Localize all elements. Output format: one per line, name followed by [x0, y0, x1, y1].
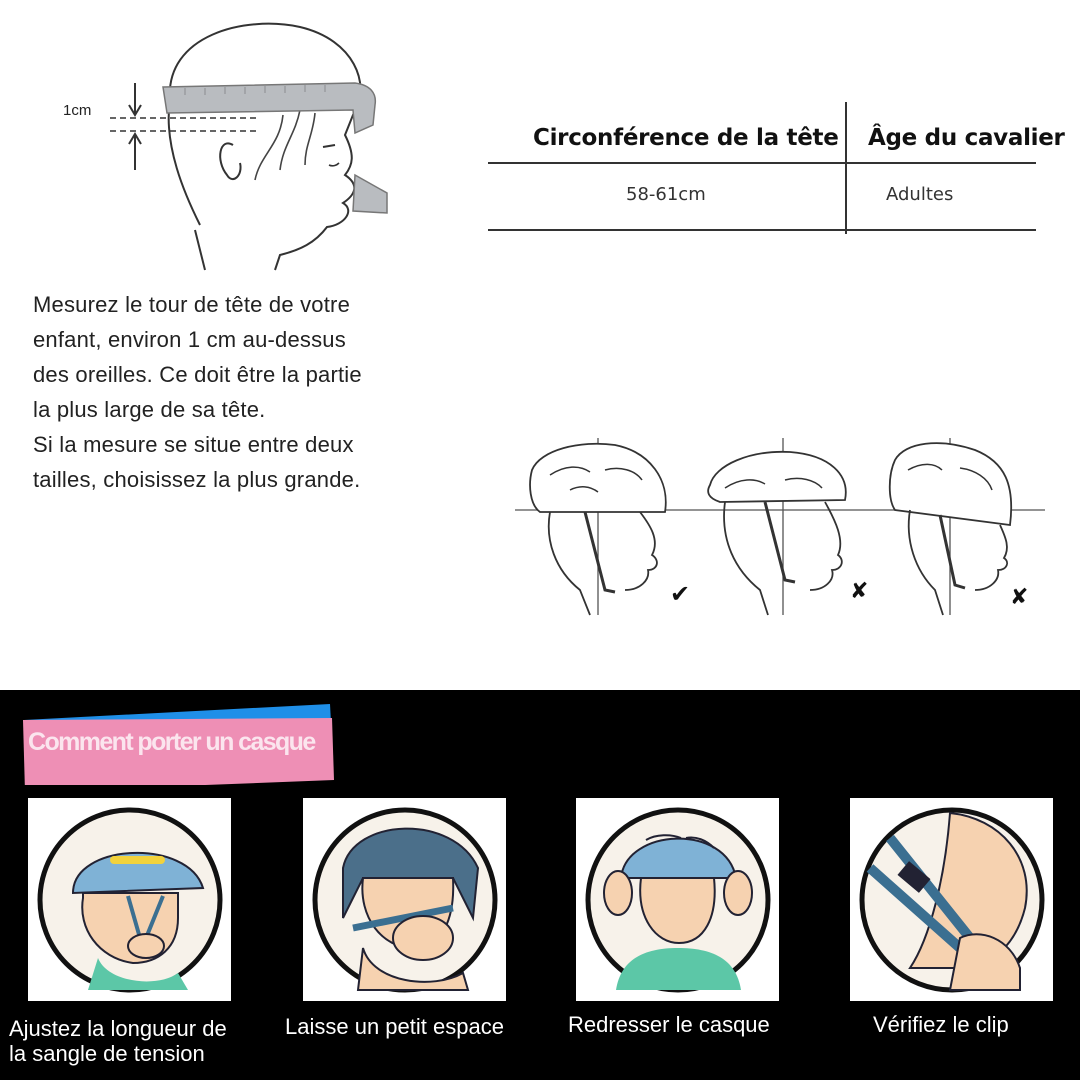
fit-mark-wrong: ✘ — [850, 579, 869, 604]
how-to-section — [0, 690, 1080, 1080]
table-header-rule — [488, 162, 1036, 164]
fit-correct-head — [530, 438, 666, 615]
measure-instructions — [33, 287, 373, 497]
straighten-helmet-icon — [576, 798, 779, 1001]
fit-tilted-head — [890, 438, 1011, 615]
caption-line: la sangle de tension — [9, 1041, 205, 1066]
helmet-fit-illustration — [510, 430, 1060, 630]
step-card-adjust-strap — [28, 798, 231, 1001]
header-circumference: Circonférence de la tête — [533, 125, 839, 151]
cell-circumference: 58-61cm — [626, 184, 706, 205]
step-caption-straighten-helmet: Redresser le casque — [568, 1012, 770, 1037]
section-title: Comment porter un casque — [28, 728, 315, 756]
step-caption-check-clip: Vérifiez le clip — [873, 1012, 1009, 1037]
fit-too-high-head — [708, 438, 846, 615]
head-measure-illustration — [55, 15, 395, 280]
header-rider-age: Âge du cavalier — [868, 125, 1065, 151]
size-table — [488, 100, 1065, 235]
fit-mark-wrong: ✘ — [1010, 585, 1029, 610]
step-card-small-space — [303, 798, 506, 1001]
step-caption-small-space: Laisse un petit espace — [285, 1014, 504, 1039]
step-card-check-clip — [850, 798, 1053, 1001]
cell-rider-age: Adultes — [886, 184, 954, 205]
step-card-straighten-helmet — [576, 798, 779, 1001]
table-column-divider — [845, 102, 847, 234]
adjust-strap-icon — [28, 798, 231, 1001]
table-bottom-rule — [488, 229, 1036, 231]
caption-line: Ajustez la longueur de — [9, 1016, 227, 1041]
small-space-icon — [303, 798, 506, 1001]
fit-mark-correct: ✔ — [670, 580, 691, 608]
instruction-paragraph: Mesurez le tour de tête de votre enfant, environ 1 cm au-dessus des oreilles. Ce doit être la partie la plus large de sa tête. — [33, 292, 362, 422]
check-clip-icon — [850, 798, 1053, 1001]
step-caption-adjust-strap — [9, 1016, 227, 1066]
instruction-paragraph: Si la mesure se situe entre deux tailles, choisissez la plus grande. — [33, 432, 361, 492]
offset-label: 1cm — [63, 102, 92, 119]
